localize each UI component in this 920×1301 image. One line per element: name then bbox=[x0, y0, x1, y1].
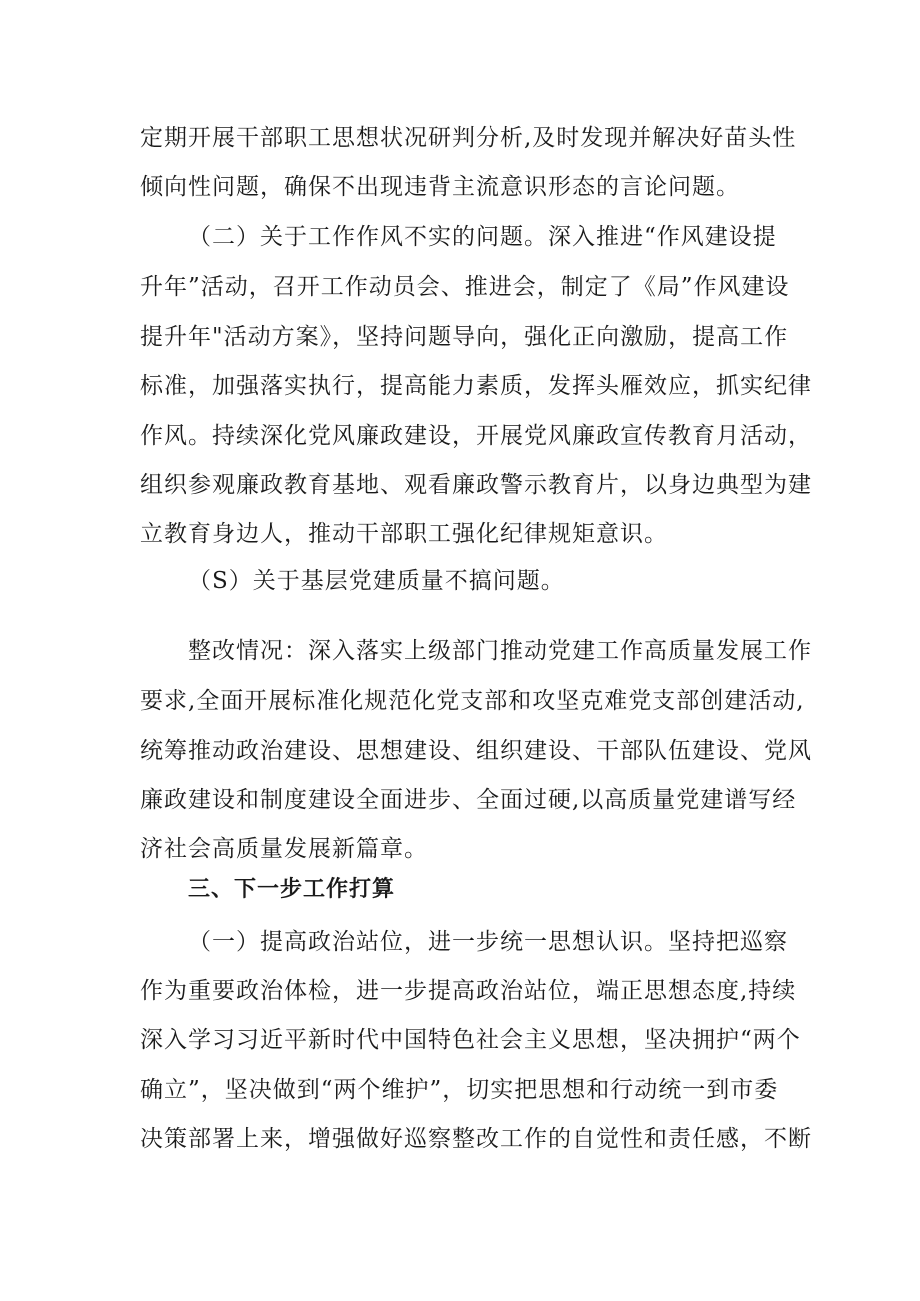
paragraph-line: 定期开展干部职工思想状况研判分析,及时发现并解决好苗头性 bbox=[140, 125, 797, 151]
paragraph-line: 组织参观廉政教育基地、观看廉政警示教育片，以身边典型为建 bbox=[140, 472, 812, 498]
paragraph-line: 立教育身边人，推动干部职工强化纪律规矩意识。 bbox=[140, 521, 668, 547]
paragraph-line: 确立”，坚决做到“两个维护”，切实把思想和行动统一到市委 bbox=[140, 1077, 779, 1103]
paragraph-line: 作为重要政治体检，进一步提高政治站位，端正思想态度,持续 bbox=[140, 978, 797, 1004]
section-heading: 三、下一步工作打算 bbox=[188, 877, 396, 902]
paragraph-line: 廉政建设和制度建设全面进步、全面过硬,以高质量党建谱写经 bbox=[140, 787, 797, 813]
paragraph-line: 要求,全面开展标准化规范化党支部和攻坚克难党支部创建活动, bbox=[140, 688, 805, 714]
paragraph-line: 提升年"活动方案》，坚持问题导向，强化正向激励，提高工作 bbox=[140, 324, 789, 350]
paragraph-line: 深入学习习近平新时代中国特色社会主义思想，坚决拥护“两个 bbox=[140, 1027, 801, 1053]
rectification-line: 整改情况：深入落实上级部门推动党建工作高质量发展工作 bbox=[188, 638, 812, 664]
paragraph-line: 济社会高质量发展新篇章。 bbox=[140, 836, 428, 862]
subsection-1-line: （一）提高政治站位，进一步统一思想认识。坚持把巡察 bbox=[188, 929, 788, 955]
paragraph-line: 升年”活动，召开工作动员会、推进会，制定了《局”作风建设 bbox=[140, 274, 790, 300]
section-2-line: （二）关于工作作风不实的问题。深入推进“作风建设提 bbox=[188, 224, 777, 250]
section-3-line: （S）关于基层党建质量不搞问题。 bbox=[188, 568, 565, 594]
paragraph-line: 决策部署上来，增强做好巡察整改工作的自觉性和责任感，不断 bbox=[140, 1126, 812, 1152]
paragraph-line: 作风。持续深化党风廉政建设，开展党风廉政宣传教育月活动， bbox=[140, 423, 812, 449]
paragraph-line: 统筹推动政治建设、思想建设、组织建设、干部队伍建设、党风 bbox=[140, 738, 812, 764]
paragraph-line: 标准，加强落实执行，提高能力素质，发挥头雁效应，抓实纪律 bbox=[140, 373, 812, 399]
paragraph-line: 倾向性问题，确保不出现违背主流意识形态的言论问题。 bbox=[140, 174, 740, 200]
